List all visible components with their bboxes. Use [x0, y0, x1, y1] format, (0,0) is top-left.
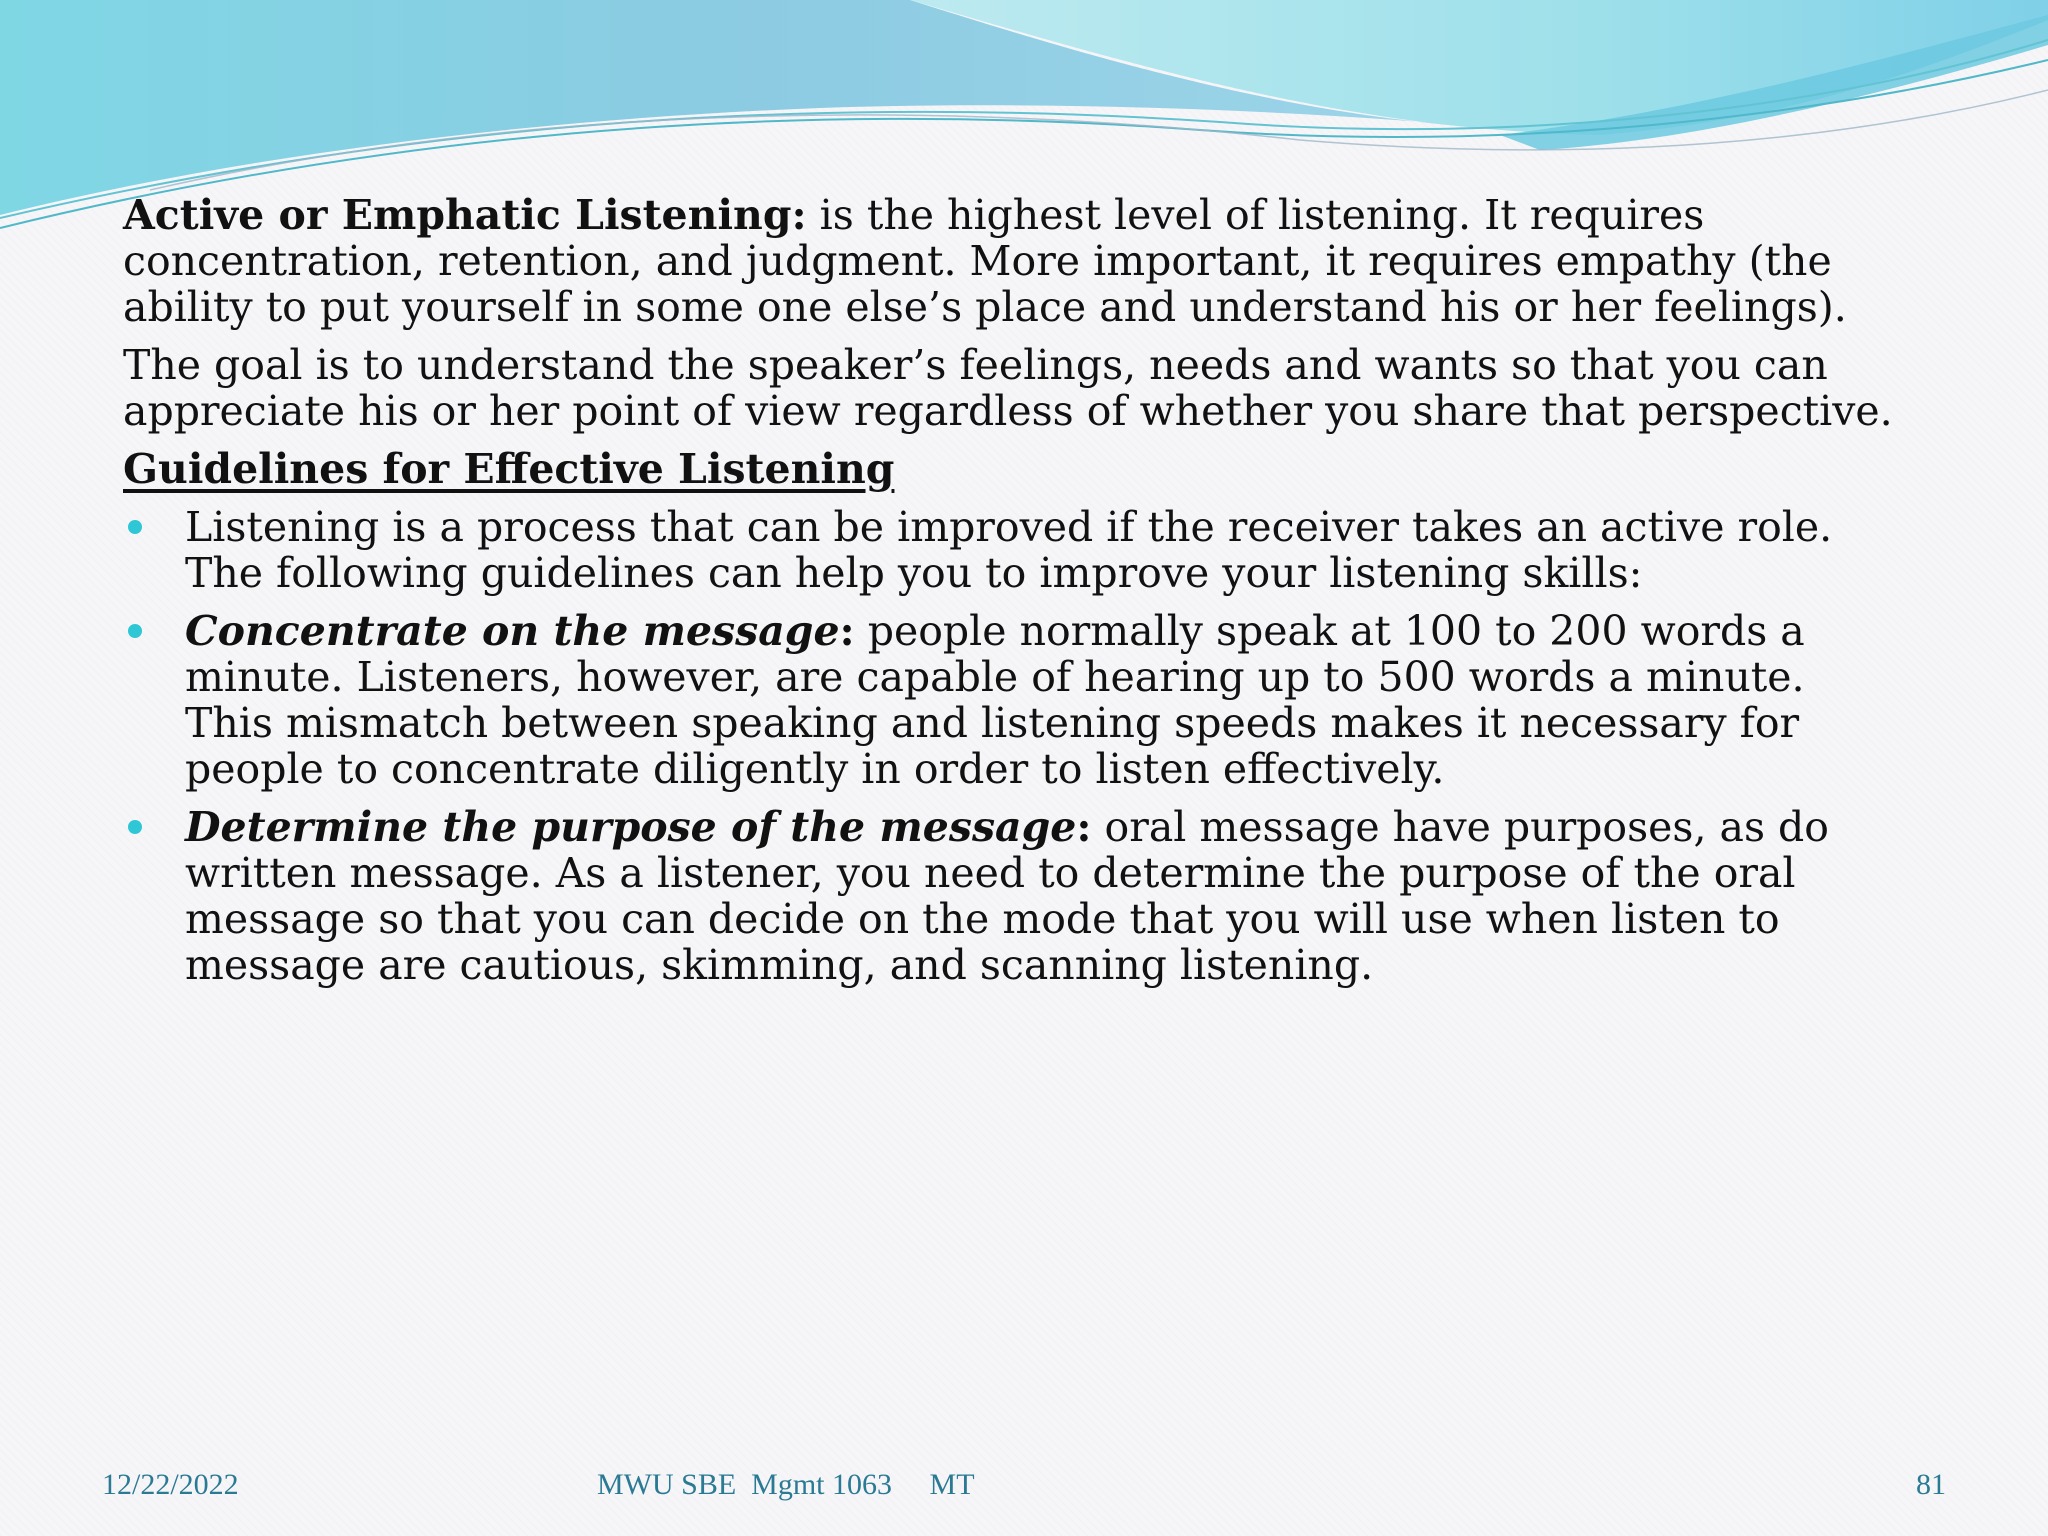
slide-content [123, 192, 1893, 1000]
bullet-dot-icon [128, 820, 142, 834]
bullet-text: oral message have purposes, as do written message. As a listener, you need to determine the purpose of the oral message so that you can decide on the mode that you will use when listen to message are cautious, skimming, and scanning listening. [185, 803, 1829, 989]
guidelines-list [123, 504, 1893, 988]
bullet-colon: : [839, 607, 855, 655]
paragraph-goal [123, 342, 1893, 434]
bullet-text: Listening is a process that can be improved if the receiver takes an active role. The following guidelines can help you to improve your listening skills: [185, 503, 1833, 597]
list-item [123, 804, 1893, 988]
bullet-dot-icon [128, 520, 142, 534]
footer-course: MWU SBE Mgmt 1063 MT [597, 1468, 975, 1501]
footer-date: 12/22/2022 [102, 1468, 239, 1501]
paragraph-text: The goal is to understand the speaker’s feelings, needs and wants so that you can appreciate his or her point of view regardless of whether you share that perspective. [123, 341, 1893, 435]
bullet-colon: : [1076, 803, 1092, 851]
bullet-dot-icon [128, 624, 142, 638]
bullet-term: Determine the purpose of the message [185, 803, 1077, 851]
section-heading: Guidelines for Effective Listening [123, 445, 895, 493]
bullet-text: people normally speak at 100 to 200 words a minute. Listeners, however, are capable of hearing up to 500 words a minute. This mismatch between speaking and listening speeds makes it necessary for people to concentrate diligently in order to listen effectively. [185, 607, 1805, 793]
paragraph-active-listening [123, 192, 1893, 330]
paragraph-term: Active or Emphatic Listening: [123, 191, 807, 239]
paragraph-text: is the highest level of listening. It requires concentration, retention, and judgment. More important, it requires empathy (the ability to put yourself in some one else’s place and understand his or her feelings). [123, 191, 1847, 331]
list-item [123, 608, 1893, 792]
list-item [123, 504, 1893, 596]
footer-page-number: 81 [1916, 1468, 1946, 1501]
bullet-term: Concentrate on the message [185, 607, 840, 655]
